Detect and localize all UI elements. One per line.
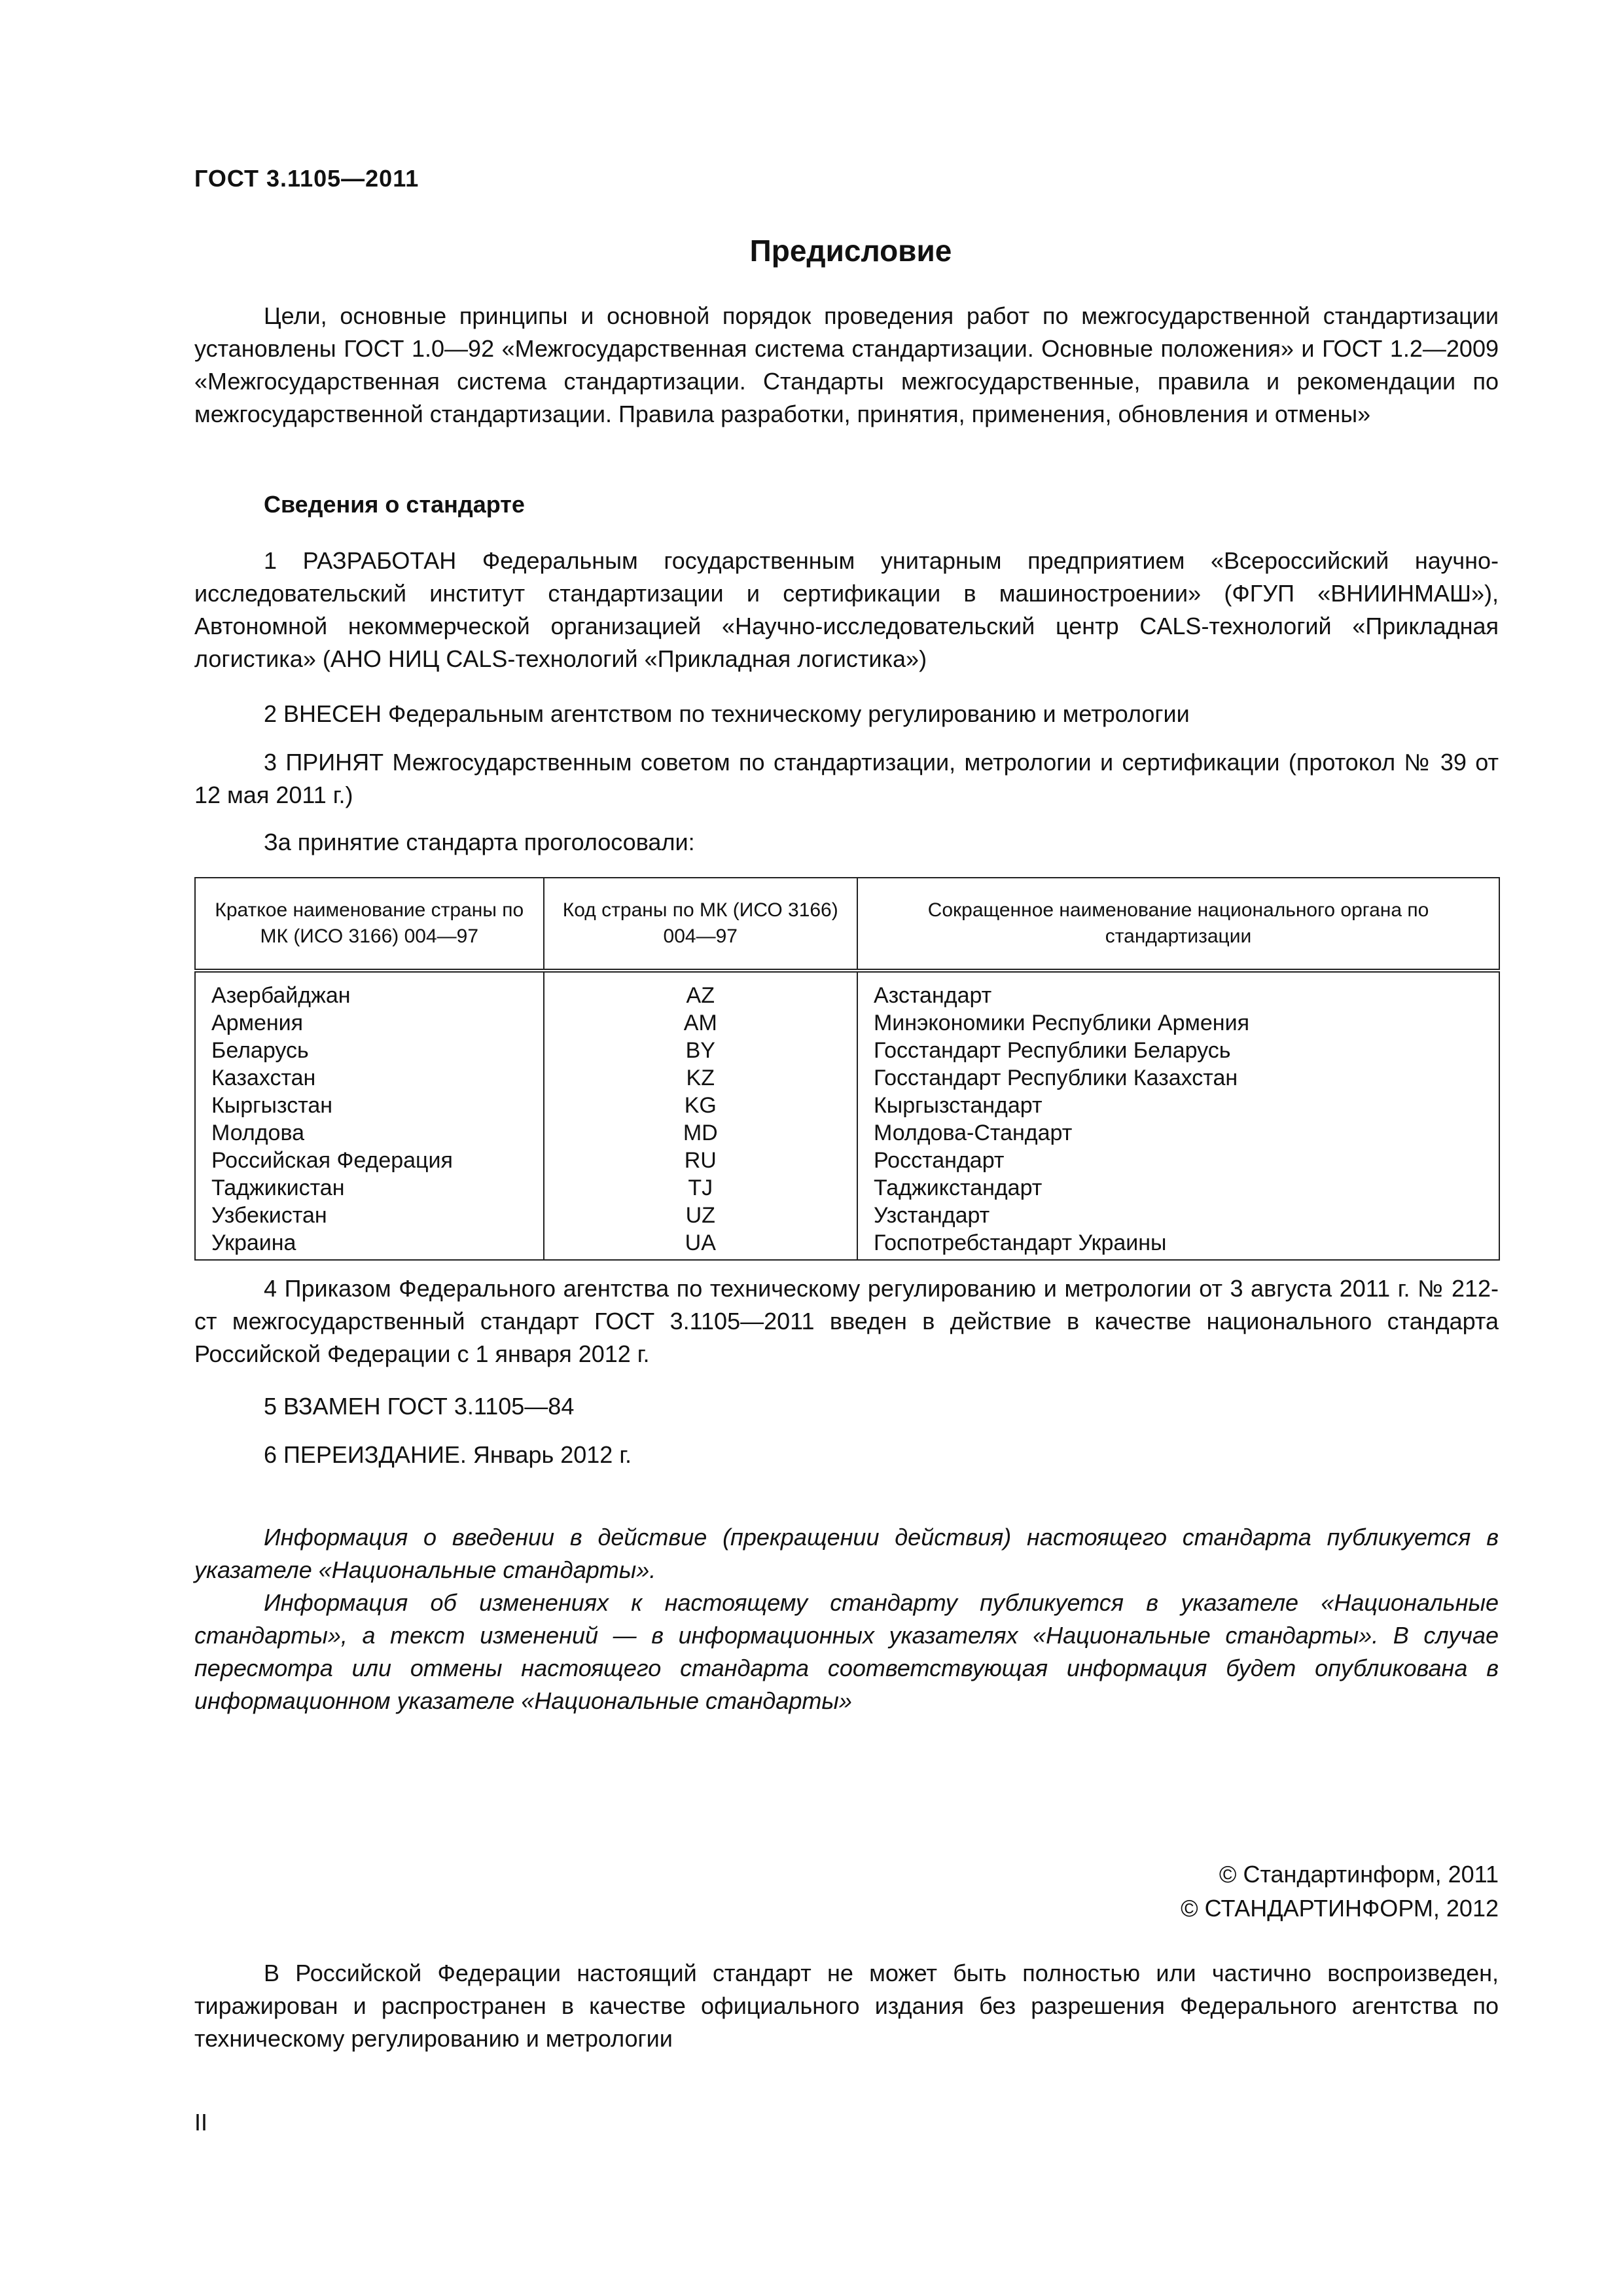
code-cell: AZ <box>544 971 857 1009</box>
item-adopted: 3 ПРИНЯТ Межгосударственным советом по стандартизации, метрологии и сертификации (протокол № 39 от 12 мая 2011 г.) <box>194 749 1499 808</box>
country-cell: Таджикистан <box>195 1174 544 1202</box>
copyright-line-2011: © Стандартинформ, 2011 <box>1219 1861 1499 1888</box>
table-header-row <box>195 878 1499 971</box>
authority-cell: Кыргызстандарт <box>857 1092 1499 1119</box>
authority-cell: Узстандарт <box>857 1202 1499 1229</box>
item-introduced-block <box>194 698 1499 730</box>
item-replaces-block <box>194 1390 1499 1423</box>
authority-cell: Таджикстандарт <box>857 1174 1499 1202</box>
page-title: Предисловие <box>749 234 952 268</box>
notice-section <box>194 1521 1499 1717</box>
legal-section <box>194 1957 1499 2055</box>
item-enacted: 4 Приказом Федерального агентства по техническому регулированию и метрологии от 3 августа 2011 г. № 212-ст межгосударственный стандарт ГОСТ 3.1105—2011 введен в действие в качестве национального стандарта Российской Федерации с 1 января 2012 г. <box>194 1275 1499 1367</box>
legal-paragraph: В Российской Федерации настоящий стандарт не может быть полностью или частично воспроизведен, тиражирован и распространен в качестве официального издания без разрешения Федерального агентства по техническому регулированию и метрологии <box>194 1960 1499 2052</box>
country-cell: Украина <box>195 1229 544 1260</box>
table-row <box>195 1037 1499 1064</box>
table-row <box>195 1064 1499 1092</box>
authority-cell: Госстандарт Республики Казахстан <box>857 1064 1499 1092</box>
intro-section <box>194 300 1499 431</box>
code-cell: UZ <box>544 1202 857 1229</box>
code-cell: MD <box>544 1119 857 1147</box>
voted-block <box>194 826 1499 859</box>
copyright-line-2012: © СТАНДАРТИНФОРМ, 2012 <box>1181 1895 1499 1922</box>
table-row <box>195 1009 1499 1037</box>
table-row <box>195 1229 1499 1260</box>
authority-cell: Минэкономики Республики Армения <box>857 1009 1499 1037</box>
country-cell: Узбекистан <box>195 1202 544 1229</box>
country-cell: Казахстан <box>195 1064 544 1092</box>
country-cell: Российская Федерация <box>195 1147 544 1174</box>
authority-cell: Молдова-Стандарт <box>857 1119 1499 1147</box>
country-cell: Азербайджан <box>195 971 544 1009</box>
notice-paragraph-1: Информация о введении в действие (прекращении действия) настоящего стандарта публикуется в указателе «Национальные стандарты». <box>194 1524 1499 1583</box>
table-row <box>195 1147 1499 1174</box>
item-developed-block <box>194 545 1499 675</box>
voting-countries-table <box>194 877 1500 1261</box>
item-reissue-block <box>194 1439 1499 1471</box>
country-cell: Кыргызстан <box>195 1092 544 1119</box>
intro-paragraph: Цели, основные принципы и основной порядок проведения работ по межгосударственной стандартизации установлены ГОСТ 1.0—92 «Межгосударственная система стандартизации. Основные положения» и ГОСТ 1.2—2009 «Межгосударственная система стандартизации. Стандарты межгосударственные, правила и рекомендации по межгосударственной стандартизации. Правила разработки, принятия, применения, обновления и отмены» <box>194 302 1499 427</box>
notice-paragraph-2: Информация об изменениях к настоящему стандарту публикуется в указателе «Национальные стандарты», а текст изменений — в информационных указателях «Национальные стандарты». В случае пересмотра или отмены настоящего стандарта соответствующая информация будет опубликована в информационном указателе «Национальные стандарты» <box>194 1589 1499 1714</box>
standard-designation: ГОСТ 3.1105—2011 <box>194 165 419 192</box>
table-row <box>195 1092 1499 1119</box>
item-reissue: 6 ПЕРЕИЗДАНИЕ. Январь 2012 г. <box>264 1441 632 1468</box>
item-developed: 1 РАЗРАБОТАН Федеральным государственным унитарным предприятием «Всероссийский научно-исследовательский институт стандартизации и сертификации в машиностроении» (ФГУП «ВНИИНМАШ»), Автономной некоммерческой организацией «Научно-исследовательский центр CALS-технологий «Прикладная логистика» (АНО НИЦ CALS-технологий «Прикладная логистика») <box>194 547 1499 672</box>
item-introduced: 2 ВНЕСЕН Федеральным агентством по техническому регулированию и метрологии <box>264 700 1190 727</box>
code-cell: KG <box>544 1092 857 1119</box>
table-row <box>195 971 1499 1009</box>
table-row <box>195 1174 1499 1202</box>
authority-cell: Госстандарт Республики Беларусь <box>857 1037 1499 1064</box>
table-row <box>195 1202 1499 1229</box>
code-cell: AM <box>544 1009 857 1037</box>
copyright-block <box>1181 1857 1499 1926</box>
item-enacted-block <box>194 1272 1499 1371</box>
code-cell: TJ <box>544 1174 857 1202</box>
authority-cell: Азстандарт <box>857 971 1499 1009</box>
column-header-country: Краткое наименование страны по МК (ИСО 3166) 004—97 <box>195 878 544 971</box>
page-number: II <box>194 2109 208 2136</box>
authority-cell: Росстандарт <box>857 1147 1499 1174</box>
info-section <box>194 488 1499 521</box>
item-adopted-block <box>194 746 1499 812</box>
country-cell: Беларусь <box>195 1037 544 1064</box>
item-replaces: 5 ВЗАМЕН ГОСТ 3.1105—84 <box>264 1393 575 1420</box>
table-row <box>195 1119 1499 1147</box>
voted-caption: За принятие стандарта проголосовали: <box>264 829 695 855</box>
column-header-authority: Сокращенное наименование национального органа по стандартизации <box>857 878 1499 971</box>
info-heading: Сведения о стандарте <box>264 491 525 518</box>
code-cell: UA <box>544 1229 857 1260</box>
column-header-code: Код страны по МК (ИСО 3166) 004—97 <box>544 878 857 971</box>
authority-cell: Госпотребстандарт Украины <box>857 1229 1499 1260</box>
country-cell: Армения <box>195 1009 544 1037</box>
code-cell: RU <box>544 1147 857 1174</box>
country-cell: Молдова <box>195 1119 544 1147</box>
code-cell: KZ <box>544 1064 857 1092</box>
code-cell: BY <box>544 1037 857 1064</box>
